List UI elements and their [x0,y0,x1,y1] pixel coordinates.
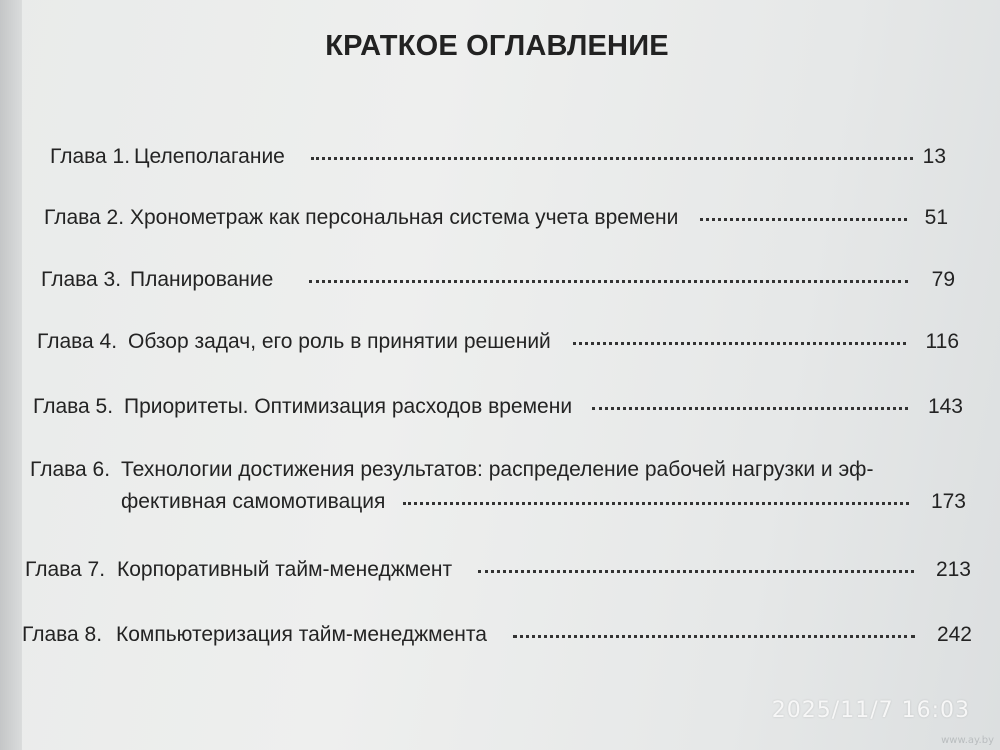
chapter-number: Глава 6. [30,458,111,481]
toc-entry-6-line-1 [30,458,873,482]
dot-leader [592,407,908,410]
page-number: 51 [924,206,948,229]
chapter-title: Корпоративный тайм-менеджмент [117,558,453,581]
toc-entry-3 [41,268,955,292]
dot-leader [403,502,909,505]
page-number: 143 [927,395,963,418]
toc-entry-5 [33,395,963,419]
dot-leader [700,218,906,221]
dot-leader [311,157,913,160]
toc-entry-8 [22,623,972,647]
page-edge [0,0,22,750]
toc-entry-1 [50,145,946,169]
page-number: 116 [925,330,959,353]
chapter-number: Глава 1. [50,145,131,168]
dot-leader [573,342,906,345]
toc-entry-7 [25,558,971,582]
toc-entry-6-line-2 [121,490,966,514]
chapter-number: Глава 5. [33,395,114,418]
page-number: 13 [922,145,946,168]
chapter-number: Глава 3. [41,268,122,291]
chapter-number: Глава 2. [44,206,125,229]
toc-entry-4 [37,330,959,354]
page-number: 173 [930,490,966,513]
page-title: КРАТКОЕ ОГЛАВЛЕНИЕ [325,30,669,62]
chapter-title: Компьютеризация тайм-менеджмента [116,623,487,646]
chapter-number: Глава 7. [25,558,106,581]
dot-leader [309,280,907,283]
page-number: 242 [936,623,972,646]
page-number: 79 [931,268,955,291]
chapter-title-continued: фективная самомотивация [121,490,386,513]
chapter-title: Технологии достижения результатов: распределение рабочей нагрузки и эф- [121,458,874,481]
dot-leader [478,570,914,573]
chapter-title: Хронометраж как персональная система учета времени [130,206,679,229]
chapter-number: Глава 4. [37,330,118,353]
photo-timestamp: 2025/11/7 16:03 [771,698,970,723]
chapter-title: Приоритеты. Оптимизация расходов времени [124,395,573,418]
chapter-title: Целеполагание [134,145,285,168]
page-number: 213 [935,558,971,581]
chapter-title: Обзор задач, его роль в принятии решений [128,330,551,353]
chapter-number: Глава 8. [22,623,103,646]
chapter-title: Планирование [130,268,274,291]
watermark: www.ay.by [941,735,994,746]
dot-leader [513,635,915,638]
toc-entry-2 [44,206,948,230]
